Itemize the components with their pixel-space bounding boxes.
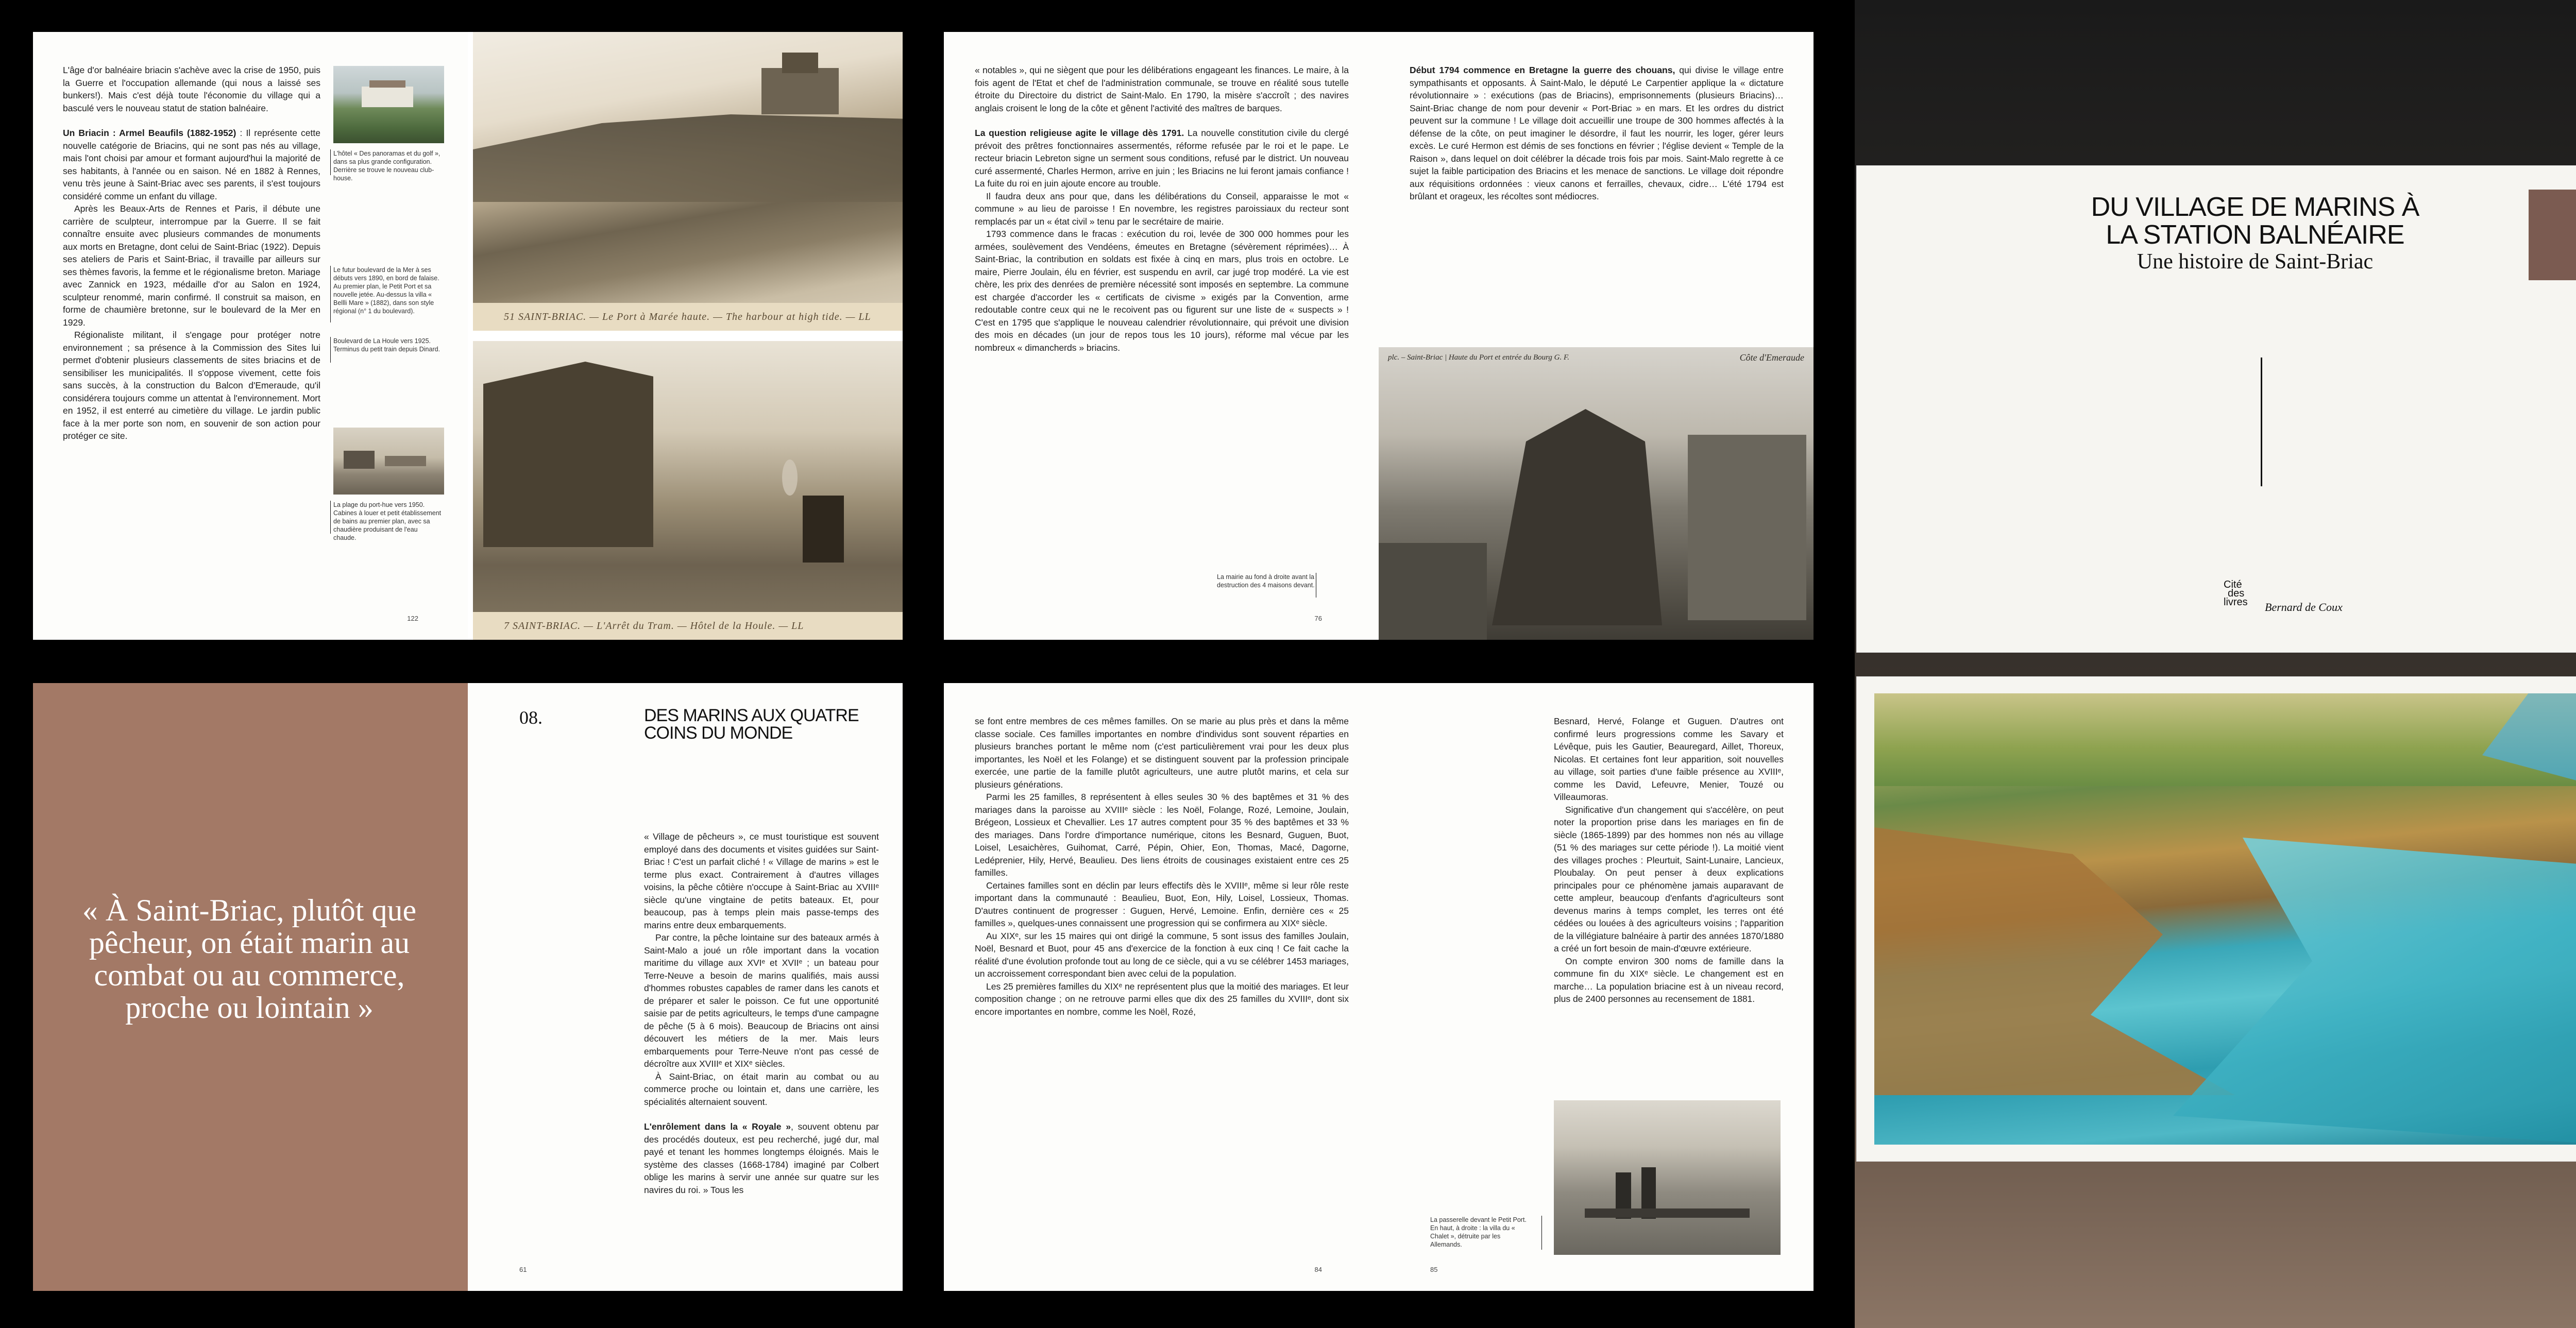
paragraph: Par contre, la pêche lointaine sur des bateaux armés à Saint-Malo a joué un rôle important dans la vocation maritime du village aux XVIᵉ et XVIIᵉ ; un bateau pour Terre-Neuve a besoin de marins qualifiés, mais aussi d'hommes robustes capables de ramer dans les canots et de préparer et saler le poisson. Ce fut une opportunité saisie par de petits agriculteurs, le temps d'une campagne de pêche (5 à 6 mois). Beaucoup de Briacins ont ainsi découvert les métiers de la mer. Mais leurs embarquements pour Terre-Neuve n'ont pas cessé de décroître aux XVIIIᵉ et XIXᵉ siècles.	[644, 932, 879, 1069]
page-number: 84	[1314, 1266, 1322, 1273]
page-61	[468, 683, 903, 1291]
spread-chapter-08	[33, 683, 903, 1291]
intro-paragraph: L'âge d'or balnéaire briacin s'achève avec la crise de 1950, puis la Guerre et l'occupation allemande (qui nous a laissé ses bunkers!). Mais c'est déjà toute l'économie du village qui a basculé vers le nouveau statut de station balnéaire.	[63, 65, 320, 113]
caption-houle: Boulevard de La Houle vers 1925. Terminus du petit train depuis Dinard.	[333, 337, 440, 353]
page-number: 61	[519, 1266, 527, 1273]
paragraph: se font entre membres de ces mêmes familles. On se marie au plus près et dans la même classe sociale. Ces familles importantes en nombre d'individus sont souvent réparties en plusieurs branches portant le même nom (c'est particulièrement vrai pour les deux plus importantes, les Noël et les Folange) et se distinguent souvent par la profession principale exercée, une partie de la famille plutôt agriculteurs, une autre plutôt marins, et cela sur plusieurs générations.	[975, 716, 1349, 790]
section-body: : Il représente cette nouvelle catégorie de Briacins, qui ne sont pas nés au village, mais l'ont choisi par amour et formant aujourd'hui la majorité de ses habitants, à l'année ou en saison. Né en 1882 à Rennes, venu très jeune à Saint-Briac avec ses parents, il s'est toujours considéré comme un enfant du village.	[63, 128, 320, 201]
paragraph: Au XIXᵉ, sur les 15 maires qui ont dirigé la commune, 5 sont issus des familles Joulain, Noël, Besnard et Buot, pour 45 ans d'exercice de la fonction à eux cinq ! Ce fait cache la réalité d'une évolution profonde tout au long de ce siècle, qui a vu se célébrer 1453 mariages, un accroissement correspondant bien avec celui de la population.	[975, 930, 1349, 979]
paragraph: On compte environ 300 noms de famille dans la commune fin du XIXᵉ siècle. Le changement est en marche… La population briacine est à un niveau record, plus de 2400 personnes au recensement de 1881.	[1554, 956, 1784, 1004]
caption-mairie: La mairie au fond à droite avant la destruction des 4 maisons devant.	[1217, 573, 1315, 589]
spread-armel-beaufils	[33, 32, 903, 640]
text-column	[975, 64, 1349, 354]
author-name: Bernard de Coux	[2265, 601, 2343, 614]
paragraph: Après les Beaux-Arts de Rennes et Paris, il débute une carrière de sculpteur, interrompue par la Guerre. Il se fait connaître ensuite avec plusieurs commandes de monuments aux morts en Bretagne, dont celui de Saint-Briac (1922). Depuis ses ateliers de Paris et Saint-Briac, il travaille par ailleurs sur ses thèmes favoris, la femme et le régionalisme breton. Mariage avec Zannick en 1923, médaille d'or au Salon en 1924, sculpteur renommé, marin confirmé. Il construit sa maison, en forme de chaumière bretonne, sur le boulevard de la Mer en 1929.	[63, 203, 320, 328]
paragraph: Besnard, Hervé, Folange et Guguen. D'autres ont confirmé leurs progressions comme les Savary et Lévêque, puis les Gautier, Beauregard, Aillet, Thoreux, Nicolas. Et certaines font leur apparition, soit nouvelles au village, soit parties d'une faible présence au XVIIIᵉ, comme les David, Lefeuvre, Menier, Touzé ou Villeaumoras.	[1554, 716, 1784, 802]
paragraph: « Village de pêcheurs », ce must touristique est souvent employé dans des documents et visites guidées sur Saint-Briac ! C'est un parfait cliché ! « Village de marins » est le terme plus exact. Contrairement à d'autres villages voisins, la pêche côtière n'occupe à Saint-Briac au XVIIIᵉ siècle qu'une vingtaine de petits bateaux. Et, pour beaucoup, pas à temps plein mais passe-temps des marins entre deux embarquements.	[644, 831, 879, 930]
beach-photo	[333, 428, 444, 495]
page-77	[1379, 32, 1814, 640]
cover-title-line-2: LA STATION BALNÉAIRE	[2106, 220, 2404, 250]
cover-title-line-1: DU VILLAGE DE MARINS À	[2091, 192, 2419, 222]
paragraph: Les 25 premières familles du XIXᵉ ne représentent plus que la moitié des mariages. Et leur composition change ; on ne retrouve parmi elles que dix des 25 familles du XVIIIᵉ, dont six encore importantes en nombre, comme les Noël, Rozé,	[975, 981, 1349, 1017]
aerial-estuary-photo	[1874, 693, 2576, 1145]
text-column	[644, 830, 879, 1196]
page-76	[944, 32, 1379, 640]
paragraph: Significative d'un changement qui s'accélère, on peut noter la proportion prise dans les mariages en fin de siècle (1865-1899) par des hommes non nés au village (51 % des mariages sur cette période !). La moitié vient des villages proches : Pleurtuit, Saint-Lunaire, Lancieux, Ploubalay. On peut penser à deux explications principales pour ce phénomène jamais auparavant de cette ampleur, beaucoup d'enfants d'agriculteurs sont devenus marins à temps complet, les terres ont été cédées ou louées à des agriculteurs voisins ; l'apparition de la villégiature balnéaire à partir des années 1870/1880 a créé un fort besoin de main-d'œuvre extérieure.	[1554, 804, 1784, 954]
postcard-header-right: Côte d'Emeraude	[1739, 352, 1804, 363]
caption-passerelle: La passerelle devant le Petit Port. En haut, à droite : la villa du « Chalet », détruite par les Allemands.	[1430, 1216, 1527, 1248]
page-122	[33, 32, 468, 640]
section-body: qui divise le village entre sympathisants et opposants. À Saint-Malo, le député Le Carpentier applique la « dictature révolutionnaire » : exécutions (pas de Briacins), emprisonnements (plusieurs Briacins)… Saint-Briac change de nom pour devenir « Port-Briac » en mars. Et les ordres du district peuvent sur la commune ! Le village doit accueillir une troupe de 300 hommes affectés à la défense de la côte, on peut imaginer le désordre, il faut les nourrir, les loger, gérer leurs excès. Le curé Hermon est démis de ses fonctions en février ; l'église devient « Temple de la Raison », dans lequel on doit célébrer la décade trois fois par mois. Saint-Malo regrette à ce sujet la faible participation des Briacins et les menace de sanctions. Le village doit répondre aux réquisitions ordonnées : vieux canons et ferrailles, chevaux, cidre… L'été 1794 est brûlant et orageux, les récoltes sont médiocres.	[1410, 65, 1784, 201]
chapter-number: 08.	[519, 707, 543, 728]
text-column	[975, 715, 1349, 1018]
section-lead: La question religieuse agite le village dès 1791.	[975, 128, 1184, 138]
spread-revolution	[944, 32, 1814, 640]
paragraph: Régionaliste militant, il s'engage pour protéger notre environnement ; sa présence à la Commission des Sites lui permet d'obtenir plusieurs classements de sites briacins et de sensibiliser les municipalités. Il s'oppose vivement, cette fois sans succès, à la construction du Balcon d'Emeraude, qu'il considérera toujours comme un attentat à l'environnement. Mort en 1952, il est enterré au cimetière du village. Le jardin public face à la mer porte son nom, en souvenir de son action pour protéger ce site.	[63, 330, 320, 441]
section-body: , souvent obtenu par des procédés douteux, est peu recherché, jugé dur, mal payé et tenant les hommes longtemps éloignés. Mais le système des classes (1668-1784) imaginé par Colbert oblige les marins à servir une année sur quatre sur les navires du roi. » Tous les	[644, 1121, 879, 1195]
page-number: 76	[1314, 615, 1322, 622]
caption-beach: La plage du port-hue vers 1950. Cabines à louer et petit établissement de bains au premier plan, avec sa chaudière produisant de l'eau chaude.	[333, 501, 442, 541]
cover-subtitle: Une histoire de Saint-Briac	[2137, 250, 2374, 274]
stamp-placeholder	[2529, 190, 2576, 280]
postcard-tram-stop	[473, 341, 903, 640]
aerial-photo-card	[1857, 677, 2576, 1161]
quote-page	[33, 683, 468, 1291]
section-lead: Un Briacin : Armel Beaufils (1882-1952)	[63, 128, 236, 138]
page-number: 122	[407, 615, 418, 622]
postcard-port-bourg	[1379, 347, 1814, 640]
text-column	[63, 64, 320, 442]
text-column	[1554, 715, 1784, 1006]
chapter-title: DES MARINS AUX QUATRE COINS DU MONDE	[644, 706, 859, 743]
page-number: 85	[1430, 1266, 1438, 1273]
paragraph: Certaines familles sont en déclin par leurs effectifs dès le XVIIIᵉ, même si leur rôle reste important dans la communauté : Beaulieu, Buot, Eon, Hily, Loisel, Lossieux, Thomas. D'autres continuent de progresser : Guguen, Hervé, Lemoine. Enfin, dernière ces « 25 familles », quelques-unes connaissent une progression qui se confirmera au XIXᵉ siècle.	[975, 880, 1349, 928]
paragraph: Il faudra deux ans pour que, dans les délibérations du Conseil, apparaisse le mot « commune » au lieu de paroisse ! En novembre, les registres paroissiaux du recteur sont remplacés par un « état civil » tenu par le secrétaire de mairie.	[975, 191, 1349, 227]
postcard-header-left: plc. – Saint-Briac | Haute du Port et entrée du Bourg G. F.	[1388, 353, 1569, 362]
passerelle-photo	[1554, 1100, 1781, 1255]
publisher-logo: Cité des livres	[2224, 579, 2248, 608]
caption-boulevard: Le futur boulevard de la Mer à ses débuts vers 1890, en bord de falaise. Au premier plan, le Petit Port et sa nouvelle jetée. Au-dessus la villa « Bellli Mare » (1882), dans son style régional (n° 1 du boulevard).	[333, 266, 439, 315]
pull-quote: « À Saint-Briac, plutôt que pêcheur, on était marin au combat ou au commerce, proche ou lointain »	[82, 893, 417, 1025]
address-divider	[2261, 357, 2262, 486]
caption-hotel: L'hôtel « Des panoramas et du golf », dans sa plus grande configuration. Derrière se trouve le nouveau club-house.	[333, 150, 440, 182]
page-postcards	[468, 32, 903, 640]
postcard-caption: 7 SAINT-BRIAC. — L'Arrêt du Tram. — Hôtel de la Houle. — LL	[473, 612, 903, 640]
caption-rule	[330, 501, 331, 534]
page-85	[1379, 683, 1814, 1291]
caption-rule	[330, 149, 331, 175]
section-lead: Début 1794 commence en Bretagne la guerre des chouans,	[1410, 65, 1675, 75]
section-body: La nouvelle constitution civile du clergé prévoit des prêtres fonctionnaires assermentés, réforme refusée par le roi et le pape. Le recteur briacin Lebreton signe un serment sous conditions, refusé par le district. Un nouveau curé assermenté, Charles Hermon, arrive en juin ; les Briacins ne lui feront jamais confiance ! La fuite du roi en juin ajoute encore au trouble.	[975, 128, 1349, 189]
page-84	[944, 683, 1379, 1291]
paragraph: Parmi les 25 familles, 8 représentent à elles seules 30 % des baptêmes et 31 % des mariages dans la paroisse au XVIIIᵉ siècle : les Noël, Folange, Rozé, Lemoine, Joulain, Brégeon, Lossieux et Chevallier. Les 17 autres comptent pour 35 % des baptêmes et 33 % des mariages. Dans l'ordre d'importance numérique, citons les Besnard, Guguen, Buot, Loisel, Lesaichères, Guihomat, Carré, Pépin, Ohier, Eon, Thomas, Macé, Dagorne, Ledéprenier, Hily, Hervé, Beaulieu. Des liens étroits de cousinages existaient entre ces 25 familles.	[975, 792, 1349, 878]
spread-familles	[944, 683, 1814, 1291]
caption-rule	[330, 266, 331, 322]
paragraph: À Saint-Briac, on était marin au combat ou au commerce proche ou lointain et, dans une carrière, les spécialités alternaient souvent.	[644, 1071, 879, 1107]
section-lead: L'enrôlement dans la « Royale »	[644, 1121, 791, 1132]
paragraph: 1793 commence dans le fracas : exécution du roi, levée de 300 000 hommes pour les armées, soulèvement des Vendéens, émeutes en Bretagne (sévèrement réprimées)… À Saint-Briac, la contribution en soldats est fixée à cinq en mars, plus trois en octobre. Le maire, Pierre Joulain, élu en février, est suspendu en avril, car jugé trop modéré. La vie est chère, les prix des denrées de première nécessité sont imposés en septembre. La commune est chargée d'accorder les « certificats de civisme » exigés par la Convention, arme redoutable contre ceux qui ne le recoivent pas ou figurent sur une liste de « suspects » ! C'est en 1795 que s'applique le nouveau calendrier révolutionnaire, qui prévoit une division des mois en décades (un jour de repos tous les 10 jours), réforme mal vécue par les nombreux « dimancherds » briacins.	[975, 229, 1349, 353]
paragraph: « notables », qui ne siègent que pour les délibérations engageant les finances. Le maire, à la fois agent de l'Etat et chef de l'administration communale, se trouve en réalité sous tutelle étroite du Directoire du district de Saint-Malo. En 1790, la misère s'accroît ; des navires anglais croisent le long de la côte et gênent l'activité des maîtres de barques.	[975, 65, 1349, 113]
postcard-caption: 51 SAINT-BRIAC. — Le Port à Marée haute. — The harbour at high tide. — LL	[473, 303, 903, 331]
book-cover	[1857, 166, 2576, 652]
text-column	[1410, 64, 1784, 203]
postcard-port-high-tide	[473, 32, 903, 331]
hotel-photo	[333, 66, 444, 143]
caption-rule	[330, 337, 331, 363]
caption-rule	[1541, 1216, 1542, 1250]
